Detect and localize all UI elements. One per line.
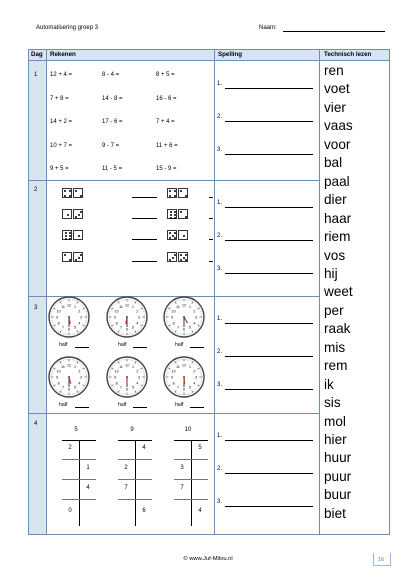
svg-text:2: 2 xyxy=(136,369,139,374)
sum-item: 9 + 5 = xyxy=(50,166,69,172)
svg-text:11: 11 xyxy=(61,304,65,309)
die-face xyxy=(167,252,177,262)
svg-text:10: 10 xyxy=(56,309,61,314)
svg-text:9: 9 xyxy=(114,375,116,380)
page-number: 16 xyxy=(377,557,385,563)
svg-text:11: 11 xyxy=(176,304,180,309)
spelling-item-number: 2. xyxy=(217,349,223,355)
reading-word: buur xyxy=(324,487,352,503)
svg-text:5: 5 xyxy=(189,385,191,390)
sum-item: 16 - 6 = xyxy=(156,96,177,102)
name-line xyxy=(283,31,385,32)
svg-text:11: 11 xyxy=(119,364,123,369)
reading-word: huur xyxy=(324,450,352,466)
clock-face xyxy=(47,295,91,339)
reading-word: ik xyxy=(324,376,334,392)
svg-text:4: 4 xyxy=(78,381,81,386)
spelling-item-number: 2. xyxy=(217,233,223,239)
svg-text:5: 5 xyxy=(74,385,76,390)
reading-word: voor xyxy=(324,136,351,152)
svg-text:1: 1 xyxy=(74,364,76,369)
reading-word: hier xyxy=(324,432,347,447)
clock-answer-line[interactable] xyxy=(190,347,204,348)
svg-text:6: 6 xyxy=(68,327,70,332)
dice-answer-line[interactable] xyxy=(132,261,157,262)
header-rekenen: Rekenen xyxy=(50,51,76,58)
sum-item: 9 - 7 = xyxy=(102,143,120,149)
day4-tables xyxy=(48,414,214,535)
svg-text:8: 8 xyxy=(172,381,175,386)
reading-word: dier xyxy=(324,192,347,208)
table-top-number: 5 xyxy=(74,427,78,433)
svg-text:4: 4 xyxy=(136,321,139,326)
table-cell: 2 xyxy=(68,445,72,451)
svg-text:3: 3 xyxy=(80,375,82,380)
sum-item: 7 + 4 = xyxy=(156,119,175,125)
svg-text:6: 6 xyxy=(183,327,185,332)
die-face xyxy=(178,209,188,219)
table-cell: 4 xyxy=(142,445,146,451)
table-cell: 0 xyxy=(68,508,72,514)
svg-text:6: 6 xyxy=(126,327,128,332)
reading-word: ren xyxy=(324,63,344,78)
dice-answer-line[interactable] xyxy=(132,239,157,240)
die-face xyxy=(73,252,83,262)
svg-text:3: 3 xyxy=(195,375,197,380)
svg-text:4: 4 xyxy=(193,381,196,386)
clock-label: half xyxy=(175,402,184,408)
day-number: 1 xyxy=(34,72,38,78)
die-face xyxy=(62,230,72,240)
svg-text:12: 12 xyxy=(182,303,186,308)
svg-text:3: 3 xyxy=(195,315,197,320)
reading-word: mis xyxy=(324,339,346,355)
svg-text:9: 9 xyxy=(56,315,58,320)
sum-item: 11 - 5 = xyxy=(102,166,123,172)
spelling-answer-line[interactable] xyxy=(225,389,313,390)
spelling-item-number: 1. xyxy=(217,316,223,322)
spelling-column xyxy=(215,61,319,535)
reading-word: sis xyxy=(324,395,341,411)
dice-answer-line[interactable] xyxy=(209,239,213,240)
sum-item: 8 + 5 = xyxy=(156,72,175,78)
reading-word: haar xyxy=(324,210,352,226)
dice-answer-line[interactable] xyxy=(209,218,213,219)
svg-text:4: 4 xyxy=(78,321,81,326)
day2-dice xyxy=(48,181,214,296)
worksheet-title: Automatisering groep 3 xyxy=(36,25,99,31)
sum-item: 8 - 4 = xyxy=(102,72,120,78)
svg-text:11: 11 xyxy=(119,304,123,309)
clock-label: half xyxy=(118,342,127,348)
table-cell: 5 xyxy=(198,445,202,451)
svg-text:12: 12 xyxy=(67,303,71,308)
spelling-answer-line[interactable] xyxy=(225,273,313,274)
svg-text:1: 1 xyxy=(132,304,134,309)
spelling-item-number: 1. xyxy=(217,81,223,87)
spelling-item-number: 3. xyxy=(217,499,223,505)
name-label: Naam: xyxy=(259,25,277,31)
clock-answer-line[interactable] xyxy=(190,407,204,408)
svg-text:2: 2 xyxy=(136,309,139,314)
svg-text:6: 6 xyxy=(68,387,70,392)
spelling-answer-line[interactable] xyxy=(225,440,313,441)
svg-text:10: 10 xyxy=(171,369,176,374)
sum-item: 7 + 8 = xyxy=(50,96,69,102)
reading-words xyxy=(320,61,390,535)
reading-word: rem xyxy=(324,358,348,374)
day-number: 2 xyxy=(34,187,38,193)
clock-face xyxy=(105,355,149,399)
spelling-item-number: 3. xyxy=(217,382,223,388)
die-face xyxy=(167,188,177,198)
svg-text:6: 6 xyxy=(126,387,128,392)
spelling-item-number: 3. xyxy=(217,147,223,153)
svg-text:2: 2 xyxy=(193,369,196,374)
spelling-item-number: 1. xyxy=(217,200,223,206)
svg-text:2: 2 xyxy=(78,309,81,314)
footer-copyright: © www.Juf-Milou.nl xyxy=(183,556,233,562)
day-number: 4 xyxy=(34,421,38,427)
svg-text:9: 9 xyxy=(56,375,58,380)
clock-answer-line[interactable] xyxy=(75,407,89,408)
clock-label: half xyxy=(175,342,184,348)
table-cell: 4 xyxy=(86,485,90,491)
table-cell: 3 xyxy=(180,465,184,471)
die-face xyxy=(178,188,188,198)
svg-text:12: 12 xyxy=(182,363,186,368)
svg-text:5: 5 xyxy=(189,325,191,330)
clock-answer-line[interactable] xyxy=(133,407,147,408)
svg-text:12: 12 xyxy=(125,363,129,368)
svg-text:6: 6 xyxy=(183,387,185,392)
table-cell: 4 xyxy=(198,508,202,514)
day3-clocks xyxy=(48,297,214,413)
sum-item: 14 - 8 = xyxy=(102,96,123,102)
clock-label: half xyxy=(118,402,127,408)
svg-text:8: 8 xyxy=(57,321,60,326)
dice-answer-line[interactable] xyxy=(209,261,213,262)
sum-item: 10 + 7 = xyxy=(50,143,73,149)
worksheet-table xyxy=(28,49,390,535)
die-face xyxy=(178,230,188,240)
svg-text:5: 5 xyxy=(132,385,134,390)
table-top-number: 9 xyxy=(130,427,134,433)
die-face xyxy=(167,230,177,240)
svg-text:1: 1 xyxy=(74,304,76,309)
svg-text:4: 4 xyxy=(193,321,196,326)
table-top-number: 10 xyxy=(184,427,192,433)
svg-text:7: 7 xyxy=(62,325,64,330)
dice-answer-line[interactable] xyxy=(209,197,213,198)
svg-text:7: 7 xyxy=(62,385,64,390)
svg-text:12: 12 xyxy=(67,363,71,368)
spelling-item-number: 3. xyxy=(217,266,223,272)
die-face xyxy=(73,209,83,219)
svg-text:9: 9 xyxy=(171,315,173,320)
reading-word: vaas xyxy=(324,118,353,134)
table-cell: 1 xyxy=(86,465,90,471)
spelling-answer-line[interactable] xyxy=(225,240,313,241)
svg-text:7: 7 xyxy=(177,325,179,330)
day-number: 3 xyxy=(34,305,38,311)
die-face xyxy=(167,209,177,219)
header-technisch-lezen: Technisch lezen xyxy=(324,51,372,58)
svg-text:2: 2 xyxy=(78,369,81,374)
svg-text:4: 4 xyxy=(136,381,139,386)
sum-item: 15 - 9 = xyxy=(156,166,177,172)
spelling-answer-line[interactable] xyxy=(225,154,313,155)
spelling-answer-line[interactable] xyxy=(225,121,313,122)
reading-word: bal xyxy=(324,155,343,171)
reading-word: per xyxy=(324,302,344,318)
die-face xyxy=(73,188,83,198)
spelling-item-number: 1. xyxy=(217,433,223,439)
svg-text:9: 9 xyxy=(114,315,116,320)
reading-word: paal xyxy=(324,173,350,189)
reading-word: vier xyxy=(324,99,346,115)
svg-text:11: 11 xyxy=(176,364,180,369)
svg-text:3: 3 xyxy=(80,315,82,320)
sum-item: 12 + 4 = xyxy=(50,72,73,78)
reading-word: mol xyxy=(324,413,346,429)
spelling-item-number: 2. xyxy=(217,466,223,472)
table-cell: 7 xyxy=(124,485,128,491)
spelling-answer-line[interactable] xyxy=(225,356,313,357)
spelling-answer-line[interactable] xyxy=(225,88,313,89)
clock-face xyxy=(47,355,91,399)
sum-item: 14 + 2 = xyxy=(50,119,73,125)
spelling-answer-line[interactable] xyxy=(225,473,313,474)
svg-text:2: 2 xyxy=(193,309,196,314)
clock-face xyxy=(105,295,149,339)
svg-text:5: 5 xyxy=(74,325,76,330)
svg-text:8: 8 xyxy=(57,381,60,386)
die-face xyxy=(62,252,72,262)
svg-text:5: 5 xyxy=(132,325,134,330)
svg-text:8: 8 xyxy=(115,321,118,326)
svg-text:12: 12 xyxy=(125,303,129,308)
header-dag: Dag xyxy=(31,51,43,58)
table-cell: 7 xyxy=(180,485,184,491)
svg-text:1: 1 xyxy=(189,304,191,309)
day1-sums xyxy=(48,61,214,180)
svg-text:7: 7 xyxy=(120,385,122,390)
reading-word: hij xyxy=(324,265,338,281)
table-cell: 2 xyxy=(124,465,128,471)
dice-answer-line[interactable] xyxy=(132,218,157,219)
svg-text:7: 7 xyxy=(177,385,179,390)
reading-word: vos xyxy=(324,247,346,263)
table-cell: 6 xyxy=(142,508,146,514)
sum-item: 17 - 6 = xyxy=(102,119,123,125)
clock-face xyxy=(162,295,206,339)
svg-text:3: 3 xyxy=(138,315,140,320)
die-face xyxy=(178,252,188,262)
svg-text:10: 10 xyxy=(114,309,119,314)
reading-word: voet xyxy=(324,81,350,97)
reading-word: puur xyxy=(324,468,352,484)
reading-word: riem xyxy=(324,229,351,245)
header-spelling: Spelling xyxy=(218,51,243,58)
svg-text:8: 8 xyxy=(172,321,175,326)
clock-label: half xyxy=(59,402,68,408)
die-face xyxy=(62,188,72,198)
svg-text:7: 7 xyxy=(120,325,122,330)
svg-text:1: 1 xyxy=(189,364,191,369)
spelling-item-number: 2. xyxy=(217,114,223,120)
spelling-answer-line[interactable] xyxy=(225,323,313,324)
clock-answer-line[interactable] xyxy=(133,347,147,348)
svg-text:3: 3 xyxy=(138,375,140,380)
svg-text:10: 10 xyxy=(56,369,61,374)
sum-item: 11 + 6 = xyxy=(156,143,178,149)
svg-text:9: 9 xyxy=(171,375,173,380)
spelling-answer-line[interactable] xyxy=(225,506,313,507)
svg-text:11: 11 xyxy=(61,364,65,369)
reading-word: biet xyxy=(324,505,346,521)
spelling-answer-line[interactable] xyxy=(225,207,313,208)
reading-word: raak xyxy=(324,321,351,337)
svg-text:1: 1 xyxy=(132,364,134,369)
die-face xyxy=(73,230,83,240)
svg-text:8: 8 xyxy=(115,381,118,386)
svg-text:10: 10 xyxy=(114,369,119,374)
die-face xyxy=(62,209,72,219)
svg-text:10: 10 xyxy=(171,309,176,314)
clock-label: half xyxy=(59,342,68,348)
clock-answer-line[interactable] xyxy=(75,347,89,348)
clock-face xyxy=(162,355,206,399)
reading-word: weet xyxy=(324,284,353,300)
dice-answer-line[interactable] xyxy=(132,197,157,198)
